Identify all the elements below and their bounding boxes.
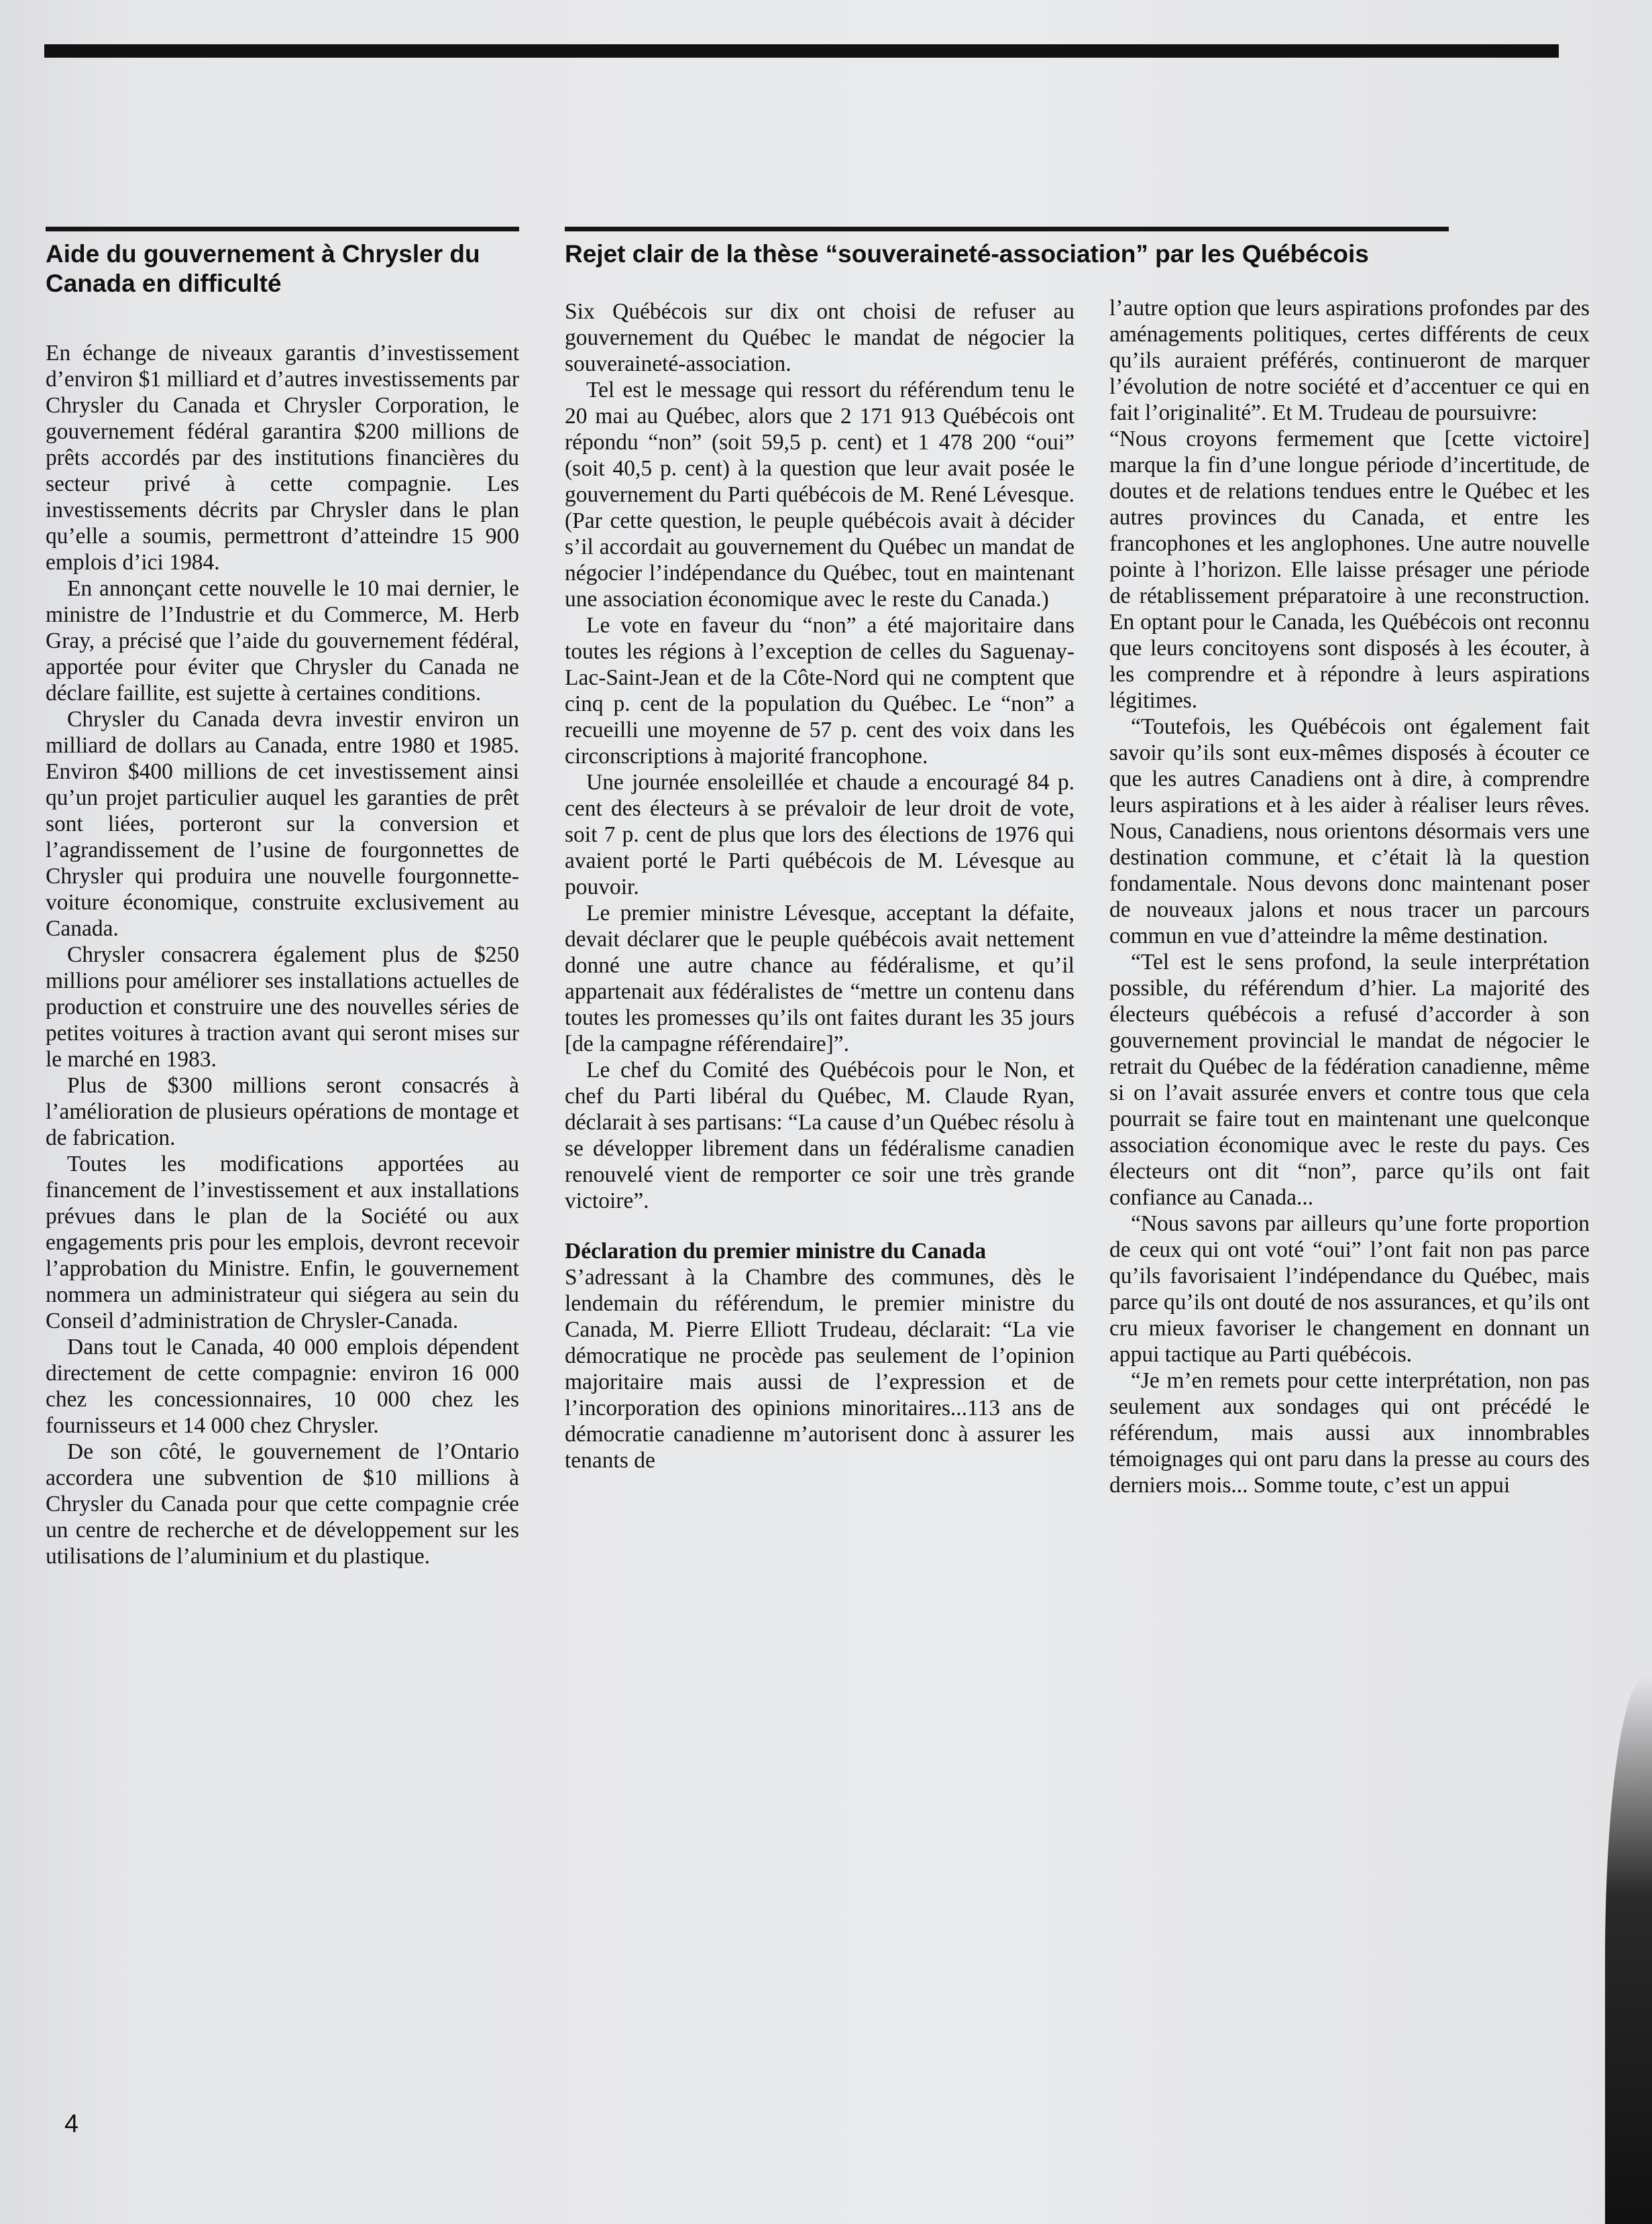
referendum-body-col-b [1109, 295, 1590, 1498]
paragraph: “Je m’en remets pour cette interprétation, non pas seulement aux sondages qui ont précédé le référendum, mais aussi aux innombrables témoignages qui ont paru dans la presse au cours des derniers mois... Somme toute, c’est un appui [1109, 1368, 1590, 1498]
paragraph: De son côté, le gouvernement de l’Ontario accordera une subvention de $10 millions à Chrysler du Canada pour que cette compagnie crée un centre de recherche et de développement sur les utilisations de l’aluminium et du plastique. [46, 1439, 519, 1569]
paragraph: “Nous savons par ailleurs qu’une forte proportion de ceux qui ont voté “oui” l’ont fait non pas parce qu’ils favorisaient l’indépendance du Québec, mais parce qu’ils ont douté de nos assurances, et qu’ils ont cru mieux favoriser le changement en donnant un appui tactique au Parti québécois. [1109, 1211, 1590, 1367]
paragraph: l’autre option que leurs aspirations profondes par des aménagements politiques, certes différents de ceux qu’ils auraient préférés, continueront de marquer l’évolution de notre société et d’accentuer ce qui en fait l’originalité”. Et M. Trudeau de poursuivre: [1109, 296, 1590, 425]
paragraph: “Toutefois, les Québécois ont également fait savoir qu’ils sont eux-mêmes disposés à écouter ce que les autres Canadiens ont à dire, à comprendre leurs aspirations et à les aider à réaliser leurs rêves. Nous, Canadiens, nous orientons désormais vers une destination commune, et c’était là la question fondamentale. Nous devons donc maintenant poser de nouveaux jalons et nous tracer un parcours commun en vue d’atteindre la même destination. [1109, 714, 1590, 948]
paragraph: Le chef du Comité des Québécois pour le Non, et chef du Parti libéral du Québec, M. Claude Ryan, déclarait à ses partisans: “La cause d’un Québec résolu à se développer librement dans un fédéralisme canadien renouvelé vient de remporter ce soir une très grande victoire”. [565, 1058, 1075, 1213]
page-edge-shadow [1605, 1677, 1652, 2224]
chrysler-article [46, 227, 519, 1569]
paragraph: Six Québécois sur dix ont choisi de refuser au gouvernement du Québec le mandat de négocier la souveraineté-association. [565, 299, 1075, 376]
paragraph: Une journée ensoleillée et chaude a encouragé 84 p. cent des électeurs à se prévaloir de leur droit de vote, soit 7 p. cent de plus que lors des élections de 1976 qui avaient porté le Parti québécois de M. Lévesque au pouvoir. [565, 770, 1075, 899]
paragraph: Toutes les modifications apportées au financement de l’investissement et aux installations prévues dans le plan de la Société ou aux engagements pris pour les emplois, devront recevoir l’approbation du Ministre. Enfin, le gouvernement nommera un administrateur qui siégera au sein du Conseil d’administration de Chrysler-Canada. [46, 1152, 519, 1333]
chrysler-body [46, 340, 519, 1569]
paragraph: Plus de $300 millions seront consacrés à l’amélioration de plusieurs opérations de montage et de fabrication. [46, 1073, 519, 1150]
paragraph: Le vote en faveur du “non” a été majoritaire dans toutes les régions à l’exception de celles du Saguenay-Lac-Saint-Jean et de la Côte-Nord qui ne comptent que cinq p. cent de la population du Québec. Le “non” a recueilli une moyenne de 57 p. cent des voix dans les circonscriptions à majorité francophone. [565, 613, 1075, 769]
paragraph: S’adressant à la Chambre des communes, dès le lendemain du référendum, le premier ministre du Canada, M. Pierre Elliott Trudeau, déclarait: “La vie démocratique ne procède pas seulement de l’opinion majoritaire mais aussi de l’expression et de l’incorporation des opinions minoritaires...113 ans de démocratie canadienne m’autorisent donc à assurer les tenants de [565, 1265, 1075, 1473]
paragraph: Le premier ministre Lévesque, acceptant la défaite, devait déclarer que le peuple québécois avait nettement donné une autre chance au fédéralisme, et qu’il appartenait aux fédéralistes de “mettre un contenu dans toutes les promesses qu’ils ont faites durant les 35 jours [de la campagne référendaire]”. [565, 901, 1075, 1056]
paragraph: En annonçant cette nouvelle le 10 mai dernier, le ministre de l’Industrie et du Commerce, M. Herb Gray, a précisé que l’aide du gouvernement fédéral, apportée pour éviter que Chrysler du Canada ne déclare faillite, est sujette à certaines conditions. [46, 576, 519, 706]
referendum-headline: Rejet clair de la thèse “souveraineté-association” par les Québécois [565, 240, 1369, 268]
paragraph: Tel est le message qui ressort du référendum tenu le 20 mai au Québec, alors que 2 171 913 Québécois ont répondu “non” (soit 59,5 p. cent) et 1 478 200 “oui” (soit 40,5 p. cent) à la question que leur avait posée le gouvernement du Parti québécois de M. René Lévesque. (Par cette question, le peuple québécois avait à décider s’il accordait au gouvernement du Québec un mandat de négocier l’indépendance du Québec, tout en maintenant une association économique avec le reste du Canada.) [565, 378, 1075, 612]
referendum-article-continued [1109, 227, 1590, 1498]
paragraph: “Nous croyons fermement que [cette victoire] marque la fin d’une longue période d’incertitude, de doutes et de relations tendues entre le Québec et les autres provinces du Canada, et entre les francophones et les anglophones. Une autre nouvelle pointe à l’horizon. Elle laisse présager une période de rétablissement préparatoire à une reconstruction. En optant pour le Canada, les Québécois ont reconnu que leurs concitoyens sont disposés à les écouter, à les comprendre et à répondre à leurs aspirations légitimes. [1109, 427, 1590, 713]
referendum-body-col-a [565, 298, 1075, 1474]
paragraph: Dans tout le Canada, 40 000 emplois dépendent directement de cette compagnie: environ 16 000 chez les concessionnaires, 10 000 chez les fournisseurs et 14 000 chez Chrysler. [46, 1335, 519, 1438]
paragraph: En échange de niveaux garantis d’investissement d’environ $1 milliard et d’autres investissements par Chrysler du Canada et Chrysler Corporation, le gouvernement fédéral garantira $200 millions de prêts accordés par des institutions financières du secteur privé à cette compagnie. Les investissements décrits par Chrysler dans le plan qu’elle a soumis, permettront d’atteindre 15 900 emplois d’ici 1984. [46, 341, 519, 575]
page-number: 4 [64, 2110, 79, 2138]
headline-rule [46, 227, 519, 231]
chrysler-headline: Aide du gouvernement à Chrysler du Canada en difficulté [46, 240, 480, 297]
subheading: Déclaration du premier ministre du Canada [565, 1239, 987, 1264]
paragraph: “Tel est le sens profond, la seule interprétation possible, du référendum d’hier. La majorité des électeurs québécois a refusé d’accorder à son gouvernement provincial le mandat de négocier le retrait du Québec de la fédération canadienne, même si on l’avait assurée envers et contre tous que cela pourrait se faire tout en maintenant une quelconque association économique avec le reste du pays. Ces électeurs ont dit “non”, parce qu’ils ont fait confiance au Canada... [1109, 950, 1590, 1210]
paragraph: Chrysler consacrera également plus de $250 millions pour améliorer ses installations actuelles de production et construire une des nouvelles séries de petites voitures à traction avant qui seront mises sur le marché en 1983. [46, 942, 519, 1072]
top-rule [44, 44, 1559, 58]
paragraph: Chrysler du Canada devra investir environ un milliard de dollars au Canada, entre 1980 et 1985. Environ $400 millions de cet investissement ainsi qu’un projet particulier auquel les garanties de prêt sont liées, porteront sur la conversion et l’agrandissement de l’usine de fourgonnettes de Chrysler qui produira une nouvelle fourgonnette-voiture économique, construite exclusivement au Canada. [46, 707, 519, 941]
